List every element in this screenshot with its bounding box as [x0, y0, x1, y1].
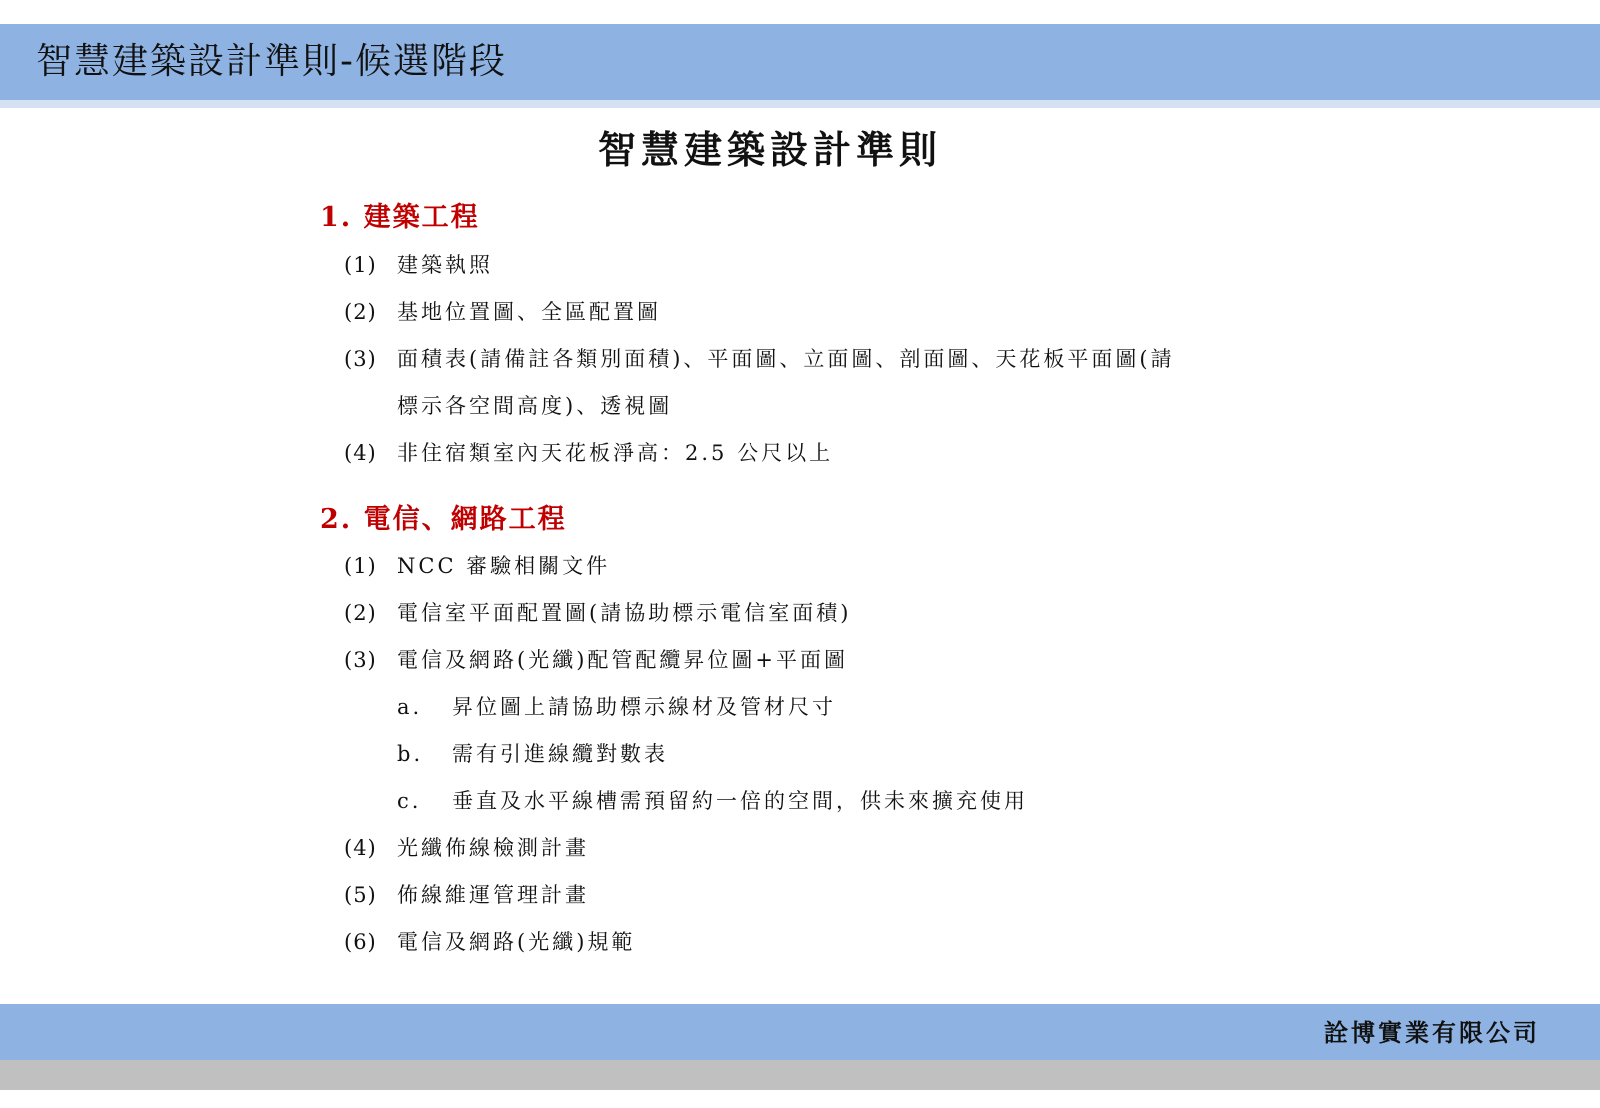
item-number: (1) [344, 253, 377, 277]
item-number: (6) [344, 930, 377, 954]
header-title: 智慧建築設計準則-候選階段 [36, 41, 507, 82]
item-text: 佈線維運管理計畫 [397, 883, 589, 907]
sub-item-text: 垂直及水平線槽需預留約一倍的空間，供未來擴充使用 [452, 789, 1028, 813]
list-item [344, 645, 848, 675]
item-continuation: 標示各空間高度)、透視圖 [397, 394, 673, 418]
section-heading-building: 1. 建築工程 [320, 202, 480, 233]
list-item [344, 833, 589, 863]
list-item [344, 927, 635, 957]
item-text: 電信及網路(光纖)規範 [397, 930, 636, 954]
item-text: 光纖佈線檢測計畫 [397, 836, 589, 860]
list-item [344, 297, 661, 327]
header-divider [0, 100, 1600, 108]
item-text: 基地位置圖、全區配置圖 [397, 300, 661, 324]
sub-item [397, 692, 836, 722]
sub-item [397, 739, 668, 769]
item-text: 非住宿類室內天花板淨高：2.5 公尺以上 [397, 441, 834, 465]
item-number: (1) [344, 554, 377, 578]
item-number: (2) [344, 300, 377, 324]
item-number: (3) [344, 347, 377, 371]
section-heading-telecom: 2. 電信、網路工程 [320, 504, 567, 535]
sub-item-text: 昇位圖上請協助標示線材及管材尺寸 [452, 695, 836, 719]
item-text: 電信及網路(光纖)配管配纜昇位圖+平面圖 [397, 648, 848, 672]
sub-item-letter: a. [397, 695, 423, 719]
list-item [344, 438, 833, 468]
company-name: 詮博實業有限公司 [1324, 1018, 1540, 1047]
item-text: NCC 審驗相關文件 [397, 554, 611, 578]
sub-item-text: 需有引進線纜對數表 [452, 742, 668, 766]
item-text: 電信室平面配置圖(請協助標示電信室面積) [397, 601, 852, 625]
sub-item [397, 786, 1028, 816]
item-number: (2) [344, 601, 377, 625]
sub-item-letter: c. [397, 789, 422, 813]
item-number: (3) [344, 648, 377, 672]
item-number: (4) [344, 441, 377, 465]
list-item [344, 250, 493, 280]
item-number: (4) [344, 836, 377, 860]
list-item [344, 551, 610, 581]
page-title: 智慧建築設計準則 [597, 127, 942, 172]
item-text: 面積表(請備註各類別面積)、平面圖、立面圖、剖面圖、天花板平面圖(請 [397, 347, 1175, 371]
list-item [344, 344, 1175, 374]
list-item [344, 598, 851, 628]
item-number: (5) [344, 883, 377, 907]
sub-item-letter: b. [397, 742, 424, 766]
footer-gray-strip [0, 1060, 1600, 1090]
item-text: 建築執照 [397, 253, 493, 277]
list-item [344, 880, 589, 910]
